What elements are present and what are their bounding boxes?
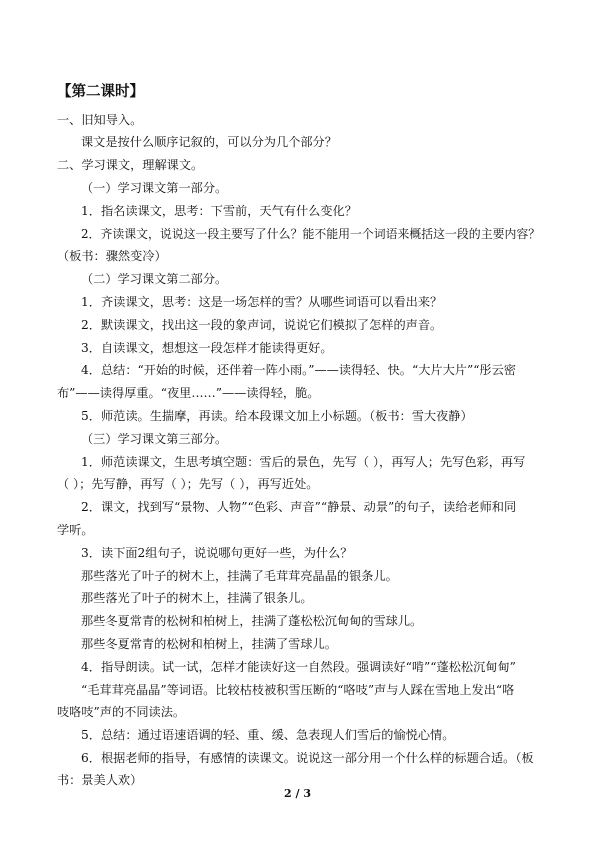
list-item: 1．师范读课文，生思考填空题：雪后的景色，先写（ ），再写人；先写色彩，再写 <box>81 455 526 469</box>
list-item: 5．师范读。生揣摩，再读。给本段课文加上小标题。（板书：雪大夜静） <box>81 409 473 423</box>
list-item: 5．总结：通过语速语调的轻、重、缓、急表现人们雪后的愉悦心情。 <box>81 728 455 742</box>
heading-review: 一、旧知导入。 <box>57 113 143 127</box>
list-item: 3．读下面2组句子，说说哪句更好一些，为什么？ <box>81 546 353 560</box>
list-item: 4．指导朗读。试一试，怎样才能读好这一自然段。强调读好“啃”“蓬松松沉甸甸” <box>81 660 516 674</box>
page-number: 2 / 3 <box>284 787 311 800</box>
list-item-continued: （ ）；先写静，再写（ ）；先写（ ），再写近处。 <box>57 477 319 491</box>
list-item: 3．自读课文，想想这一段怎样才能读得更好。 <box>81 341 333 355</box>
heading-study: 二、学习课文，理解课文。 <box>57 158 204 172</box>
section-title: 【第二课时】 <box>57 84 144 100</box>
subheading-part-3: （三）学习课文第三部分。 <box>81 432 228 446</box>
subheading-part-1: （一）学习课文第一部分。 <box>81 181 228 195</box>
list-item-continued: （板书：骤然变冷） <box>57 249 167 263</box>
example-sentence: 那些冬夏常青的松树和柏树上，挂满了雪球儿。 <box>81 637 337 651</box>
example-sentence: 那些冬夏常青的松树和柏树上，挂满了蓬松松沉甸甸的雪球儿。 <box>81 614 423 628</box>
subheading-part-2: （二）学习课文第二部分。 <box>81 272 228 286</box>
list-item-continued: 书：景美人欢） <box>57 773 143 787</box>
paragraph: 课文是按什么顺序记叙的，可以分为几个部分？ <box>81 135 337 149</box>
list-item-continued: 布”——读得厚重。“夜里……”——读得轻，脆。 <box>57 386 320 400</box>
list-item: 6．根据老师的指导，有感情的读课文。说说这一部分用一个什么样的标题合适。（板 <box>81 751 534 765</box>
example-sentence: 那些落光了叶子的树木上，挂满了毛茸茸亮晶晶的银条儿。 <box>81 569 398 583</box>
list-item: 4．总结：“开始的时候，还伴着一阵小雨。”——读得轻、快。“大片大片”“彤云密 <box>81 363 516 377</box>
example-sentence: 那些落光了叶子的树木上，挂满了银条儿。 <box>81 591 313 605</box>
list-item: 1．齐读课文，思考：这是一场怎样的雪？从哪些词语可以看出来？ <box>81 295 443 309</box>
list-item-continued: 吱咯吱”声的不同读法。 <box>57 705 186 719</box>
list-item: 2．默读课文，找出这一段的象声词，说说它们模拟了怎样的声音。 <box>81 318 443 332</box>
list-item: 2．课文，找到写“景物、人物”“色彩、声音”“静景、动景”的句子，读给老师和同 <box>81 500 517 514</box>
list-item: 1．指名读课文，思考：下雪前，天气有什么变化？ <box>81 204 357 218</box>
list-item: 2．齐读课文，说说这一段主要写了什么？能不能用一个词语来概括这一段的主要内容？ <box>81 227 541 241</box>
list-item-continued: 学听。 <box>57 523 94 537</box>
list-item-continued: “毛茸茸亮晶晶”等词语。比较枯枝被积雪压断的“咯吱”声与人踩在雪地上发出“咯 <box>81 683 515 697</box>
